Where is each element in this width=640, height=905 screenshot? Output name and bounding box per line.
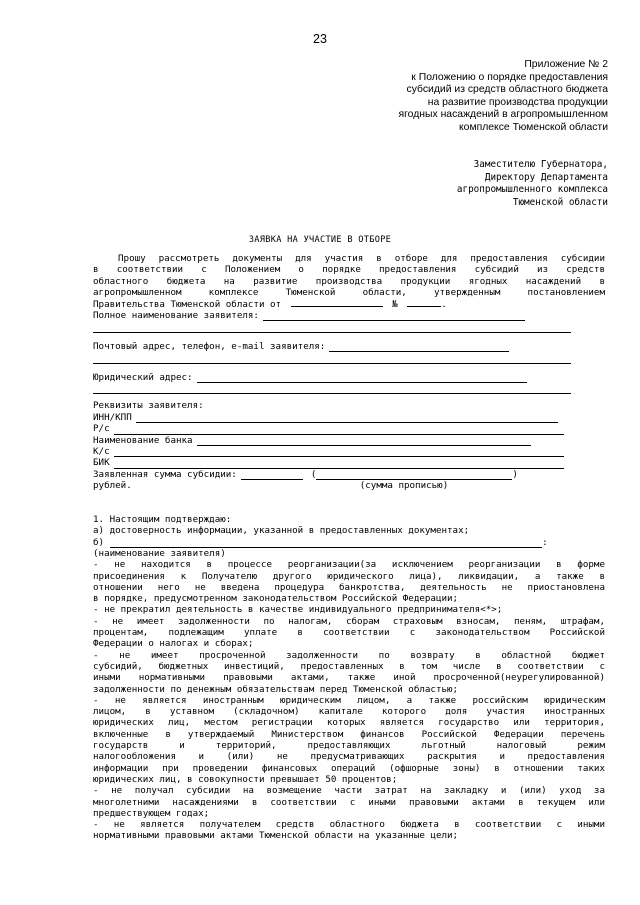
bik-label: БИК	[93, 457, 110, 469]
applicant-name-caption: (наименование заявителя)	[93, 547, 226, 559]
appendix-line: на развитие производства продукции	[427, 96, 608, 108]
confirm-bullet-6	[93, 785, 605, 819]
legal-address-extra-row	[93, 383, 605, 394]
intro-line: областного бюджета на развитие производства продукции ягодных насаждений в	[93, 275, 605, 287]
addressee-line: Тюменской области	[512, 196, 608, 208]
bullet-line: - не имеет задолженности по налогам, сборам страховым взносам, пеням, штрафам,	[93, 615, 605, 627]
bullet-line: - не имеет просроченной задолженности по возврату в областной бюджет	[93, 649, 605, 661]
date-field[interactable]	[291, 298, 383, 307]
rs-field[interactable]	[114, 426, 564, 435]
ks-field[interactable]	[114, 448, 564, 457]
confirm-b-colon: :	[542, 536, 548, 548]
amount-row	[93, 469, 605, 480]
bullet-line: в порядке, предусмотренном законодательством Российской Федерации;	[93, 593, 459, 605]
appendix-line: к Положению о порядке предоставления	[411, 71, 608, 83]
bullet-line: лицом, в уставном (складочном) капитале которого доля участия иностранных	[93, 706, 605, 718]
inn-kpp-field[interactable]	[136, 414, 558, 423]
bullet-line: - не является получателем средств областного бюджета в соответствии с иными	[93, 819, 605, 831]
bank-label: Наименование банка	[93, 434, 193, 446]
bullet-line: иными нормативными правовыми актами, также иной просроченной(неурегулированной)	[93, 672, 605, 684]
intro-last-suffix: .	[441, 299, 447, 311]
bullet-line: включенные в утверждаемый Министерством финансов Российской Федерации перечень	[93, 728, 605, 740]
rs-label: Р/с	[93, 423, 110, 435]
full-name-label: Полное наименование заявителя:	[93, 310, 259, 322]
requisites-row	[93, 400, 605, 411]
confirm-heading: 1. Настоящим подтверждаю:	[93, 514, 232, 525]
bullet-line: присоединения к Получателю другого юридического лица), ликвидации, а также в	[93, 570, 605, 582]
intro-line: агропромышленном комплексе Тюменской области, утвержденным постановлением	[93, 286, 605, 298]
full-name-field[interactable]	[263, 312, 525, 321]
legal-address-field-line2[interactable]	[93, 393, 571, 394]
confirm-b-label: б)	[93, 536, 105, 548]
intro-last-line	[93, 298, 605, 310]
postal-label: Почтовый адрес, телефон, e-mail заявителя:	[93, 340, 326, 352]
appendix-line: Приложение № 2	[524, 59, 608, 70]
confirm-item-a: а) достоверность информации, указанной в предоставленных документах;	[93, 525, 470, 537]
appendix-line: субсидий из средств областного бюджета	[406, 84, 608, 95]
bullet-line: предшествующем годах;	[93, 807, 210, 819]
appendix-line: ягодных насаждений в агропромышленном	[398, 109, 608, 120]
bullet-line: многолетними насаждениями в соответствии с иными правовыми актами в текущем или	[93, 796, 605, 808]
bullet-line: субсидий, бюджетных инвестиций, предоставленных в том числе в соответствии с	[93, 660, 605, 672]
page-number: 23	[313, 32, 327, 46]
addressee-line: Директору Департамента	[484, 171, 608, 183]
inn-kpp-label: ИНН/КПП	[93, 411, 132, 423]
ks-label: К/с	[93, 446, 110, 457]
bik-field[interactable]	[114, 460, 564, 469]
confirm-bullet-7	[93, 819, 605, 842]
applicant-name-field[interactable]	[110, 539, 542, 548]
full-name-extra-row	[93, 321, 605, 332]
in-words-caption: (сумма прописью)	[359, 480, 449, 492]
bullet-line: налогообложения и (или) не предусматривающих раскрытия и предоставления	[93, 751, 605, 763]
amount-label: Заявленная сумма субсидии:	[93, 468, 237, 480]
intro-last-prefix: Правительства Тюменской области от	[93, 299, 282, 311]
full-name-field-line2[interactable]	[93, 332, 571, 333]
bullet-line: процентам, подлежащим уплате в соответствии с законодательством Российской	[93, 627, 605, 639]
confirm-bullet-4	[93, 650, 605, 695]
addressee-line: Заместителю Губернатора,	[473, 159, 608, 170]
bullet-line: Федерации о налогах и сборах;	[93, 638, 254, 650]
bik-row	[93, 457, 605, 468]
legal-address-field[interactable]	[197, 374, 527, 383]
postal-row	[93, 341, 605, 352]
bank-row	[93, 435, 605, 446]
bullet-line: государств и территорий, предоставляющих льготный налоговый режим	[93, 740, 605, 752]
postal-extra-row	[93, 352, 605, 363]
intro-line: Прошу рассмотреть документы для участия в отборе для предоставления субсидии	[118, 253, 605, 264]
applicant-fields	[93, 310, 605, 491]
bullet-line: юридических лиц, местом регистрации которых является государство или территория,	[93, 717, 605, 729]
bullet-line: отношении него не введена процедура банкротства, деятельность не приостановлена	[93, 581, 605, 593]
bullet-line: информации при проведении финансовых операций (офшорные зоны) в отношении таких	[93, 762, 605, 774]
bank-field[interactable]	[197, 437, 531, 446]
addressee-line: агропромышленного комплекса	[456, 184, 608, 196]
postal-field-line2[interactable]	[93, 363, 571, 364]
document-title: ЗАЯВКА НА УЧАСТИЕ В ОТБОРЕ	[248, 235, 392, 245]
close-paren: )	[512, 468, 518, 480]
number-field[interactable]	[407, 298, 441, 307]
confirm-bullet-3	[93, 616, 605, 650]
intro-paragraph	[93, 253, 605, 310]
bullet-line: - не находится в процессе реорганизации(за исключением реорганизации в форме	[93, 559, 605, 571]
rs-row	[93, 423, 605, 434]
bullet-line: задолженности по денежным обязательствам перед Тюменской областью;	[93, 683, 459, 695]
legal-address-row	[93, 372, 605, 383]
legal-address-label: Юридический адрес:	[93, 371, 193, 383]
bullet-line: юридических лиц, в совокупности превышает 50 процентов;	[93, 773, 398, 785]
postal-field[interactable]	[329, 343, 509, 352]
inn-kpp-row	[93, 412, 605, 423]
appendix-header	[308, 59, 608, 134]
requisites-label: Реквизиты заявителя:	[93, 400, 204, 412]
bullet-line: - не получал субсидии на возмещение части затрат на закладку и (или) уход за	[93, 785, 605, 797]
bullet-line: нормативными правовыми актами Тюменской области на указанные цели;	[93, 830, 459, 842]
confirm-bullet-5	[93, 695, 605, 785]
confirm-bullet-2	[93, 604, 605, 615]
intro-line: в соответствии с Положением о порядке предоставления субсидий из средств	[93, 264, 605, 276]
addressee-block	[308, 159, 608, 209]
confirmation-section	[93, 514, 605, 842]
confirm-item-b	[93, 537, 605, 548]
confirm-bullet-1	[93, 559, 605, 604]
ks-row	[93, 446, 605, 457]
open-paren: (	[310, 468, 317, 480]
full-name-row	[93, 310, 605, 321]
bullet-line: - не прекратил деятельность в качестве индивидуального предпринимателя<*>;	[93, 604, 503, 616]
appendix-line: комплексе Тюменской области	[459, 121, 608, 133]
bullet-line: - не является иностранным юридическим лицом, а также российским юридическим	[93, 694, 605, 706]
number-sign: №	[392, 299, 398, 311]
amount-in-words-field[interactable]	[316, 471, 512, 480]
rubles-row	[93, 480, 605, 491]
amount-field[interactable]	[241, 471, 303, 480]
rubles-label: рублей.	[93, 480, 132, 492]
